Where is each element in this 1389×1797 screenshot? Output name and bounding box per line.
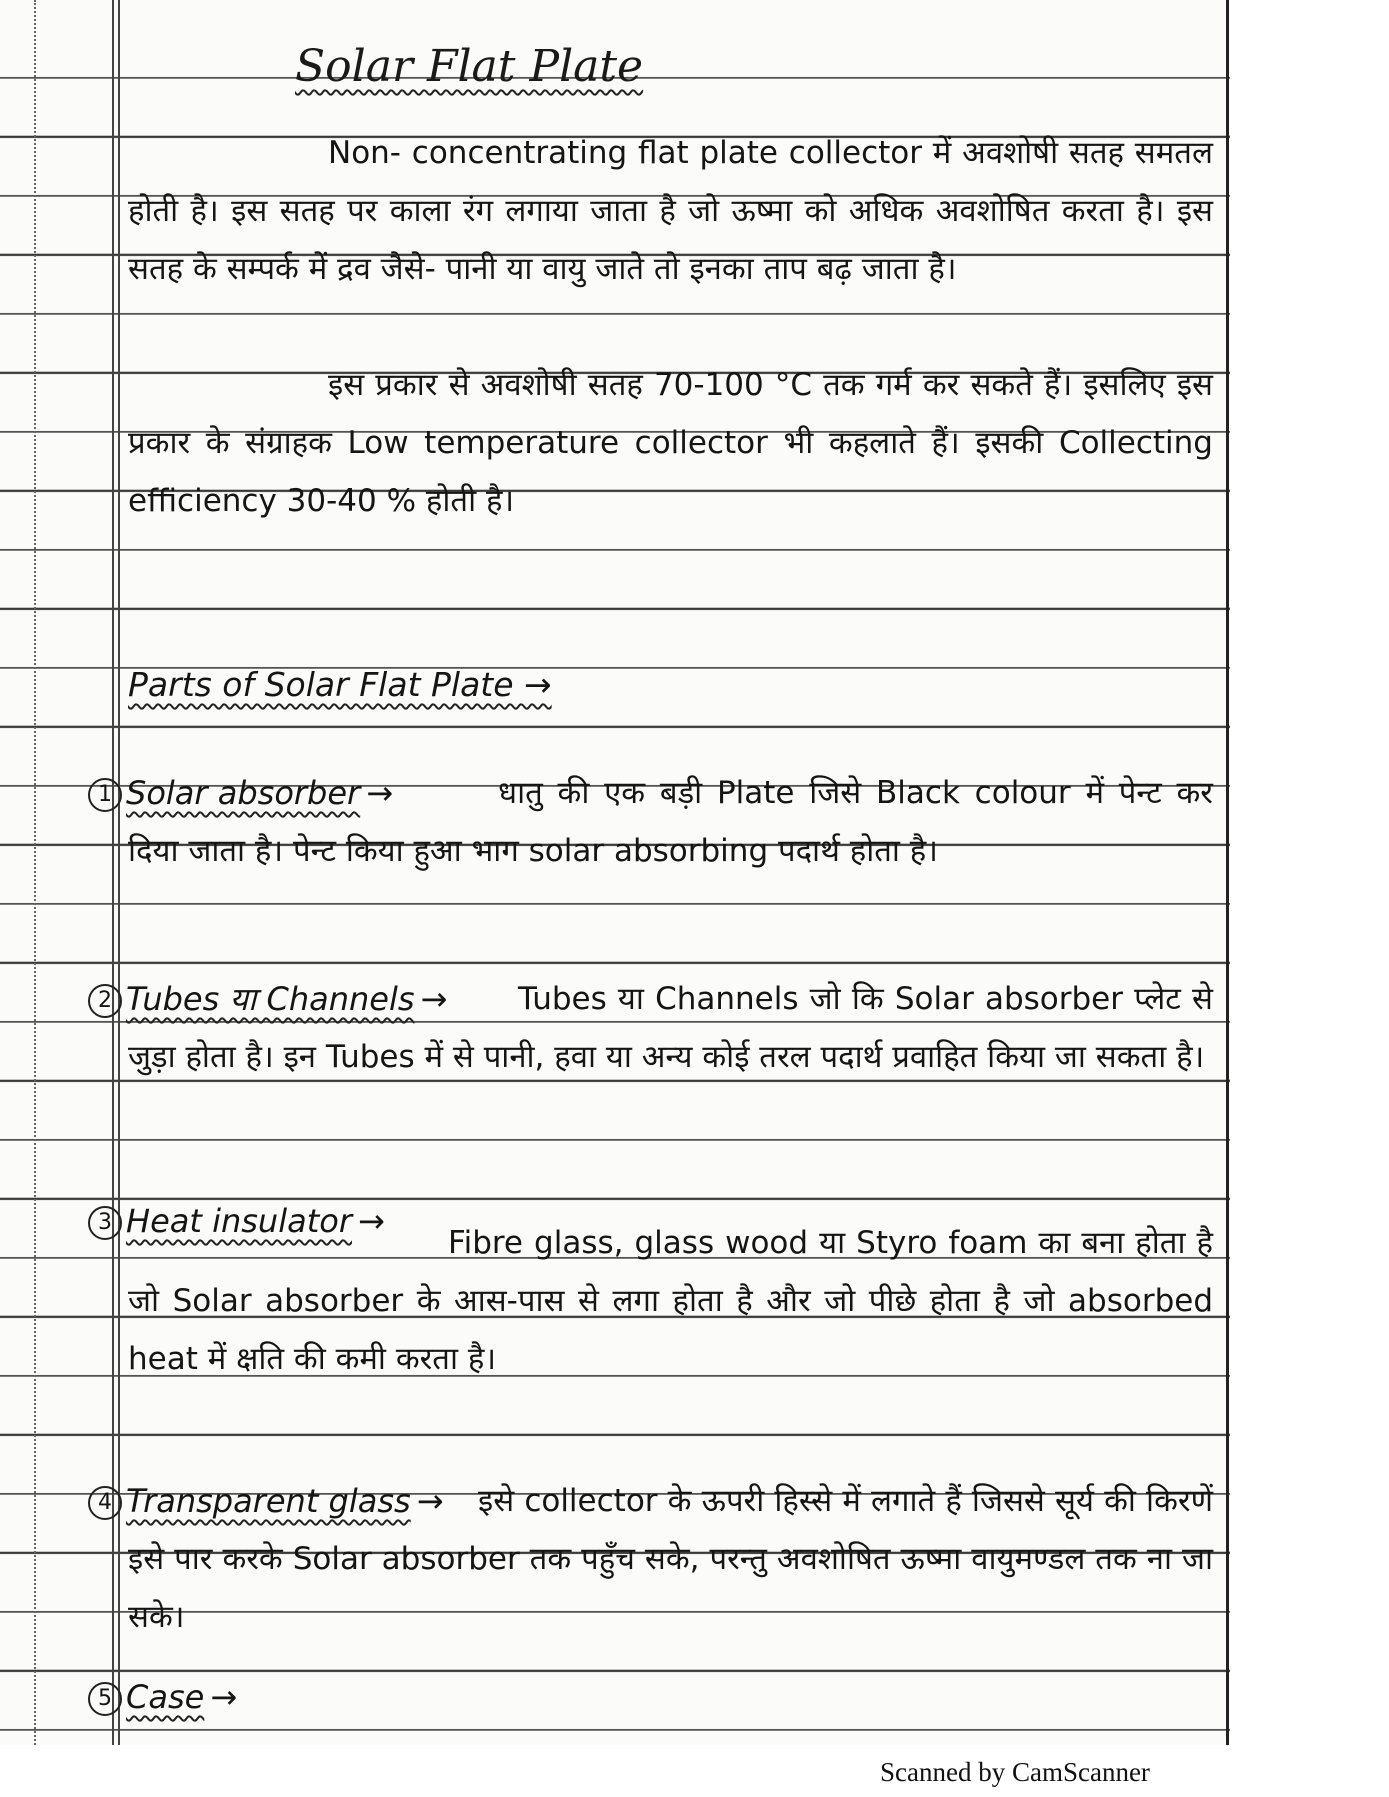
second-paragraph: इस प्रकार से अवशोषी सतह 70-100 °C तक गर्म कर सकते हैं। इसलिए इस प्रकार के संग्राहक Low temperature collector भी कहलाते हैं। इसकी Collecting efficiency 30-40 % होती है।	[128, 367, 1213, 519]
page-left-edge	[34, 0, 37, 1745]
part-1-body: धातु की एक बड़ी Plate जिसे Black colour में पेन्ट कर दिया जाता है। पेन्ट किया हुआ भाग solar absorbing पदार्थ होता है।	[128, 775, 1213, 869]
part-2-number: 2	[88, 984, 122, 1018]
page-title: Solar Flat Plate	[295, 41, 644, 92]
part-4-body: इसे collector के ऊपरी हिस्से में लगाते हैं जिससे सूर्य की किरणें इसे पार करके Solar absorber तक पहुँच सके, परन्तु अवशोषित ऊष्मा वायुमण्डल तक ना जा सके।	[128, 1483, 1213, 1635]
arrow-icon: →	[416, 1482, 444, 1520]
part-5-number: 5	[88, 1682, 122, 1716]
part-4-label: Transparent glass	[126, 1482, 411, 1520]
intro-paragraph: Non- concentrating flat plate collector में अवशोषी सतह समतल होती है। इस सतह पर काला रंग लगाया जाता है जो ऊष्मा को अधिक अवशोषित करता है। इस सतह के सम्पर्क में द्रव जैसे- पानी या वायु जाते तो इनका ताप बढ़ जाता है।	[128, 135, 1213, 287]
arrow-icon: →	[366, 774, 394, 812]
part-1-label: Solar absorber	[126, 774, 361, 812]
part-3-body: Fibre glass, glass wood या Styro foam का बना होता है जो Solar absorber के आस-पास से लगा होता है और जो पीछे होता है जो absorbed heat में क्षति की कमी करता है।	[128, 1225, 1213, 1377]
part-5-heading	[88, 1668, 237, 1726]
part-5-label: Case	[126, 1678, 205, 1716]
arrow-icon: →	[357, 1202, 385, 1240]
part-2-body: Tubes या Channels जो कि Solar absorber प्लेट से जुड़ा होता है। इन Tubes में से पानी, हवा या अन्य कोई तरल पदार्थ प्रवाहित किया जा सकता है।	[128, 981, 1213, 1075]
page-right-edge	[1226, 0, 1229, 1745]
parts-heading: Parts of Solar Flat Plate →	[128, 665, 552, 704]
part-3-number: 3	[88, 1206, 122, 1240]
arrow-icon: →	[420, 980, 448, 1018]
part-1-number: 1	[88, 778, 122, 812]
part-3-label: Heat insulator	[126, 1202, 352, 1240]
arrow-icon: →	[210, 1678, 238, 1716]
scanner-watermark: Scanned by CamScanner	[880, 1757, 1150, 1787]
part-2-label: Tubes या Channels	[126, 980, 415, 1018]
part-4-number: 4	[88, 1486, 122, 1520]
